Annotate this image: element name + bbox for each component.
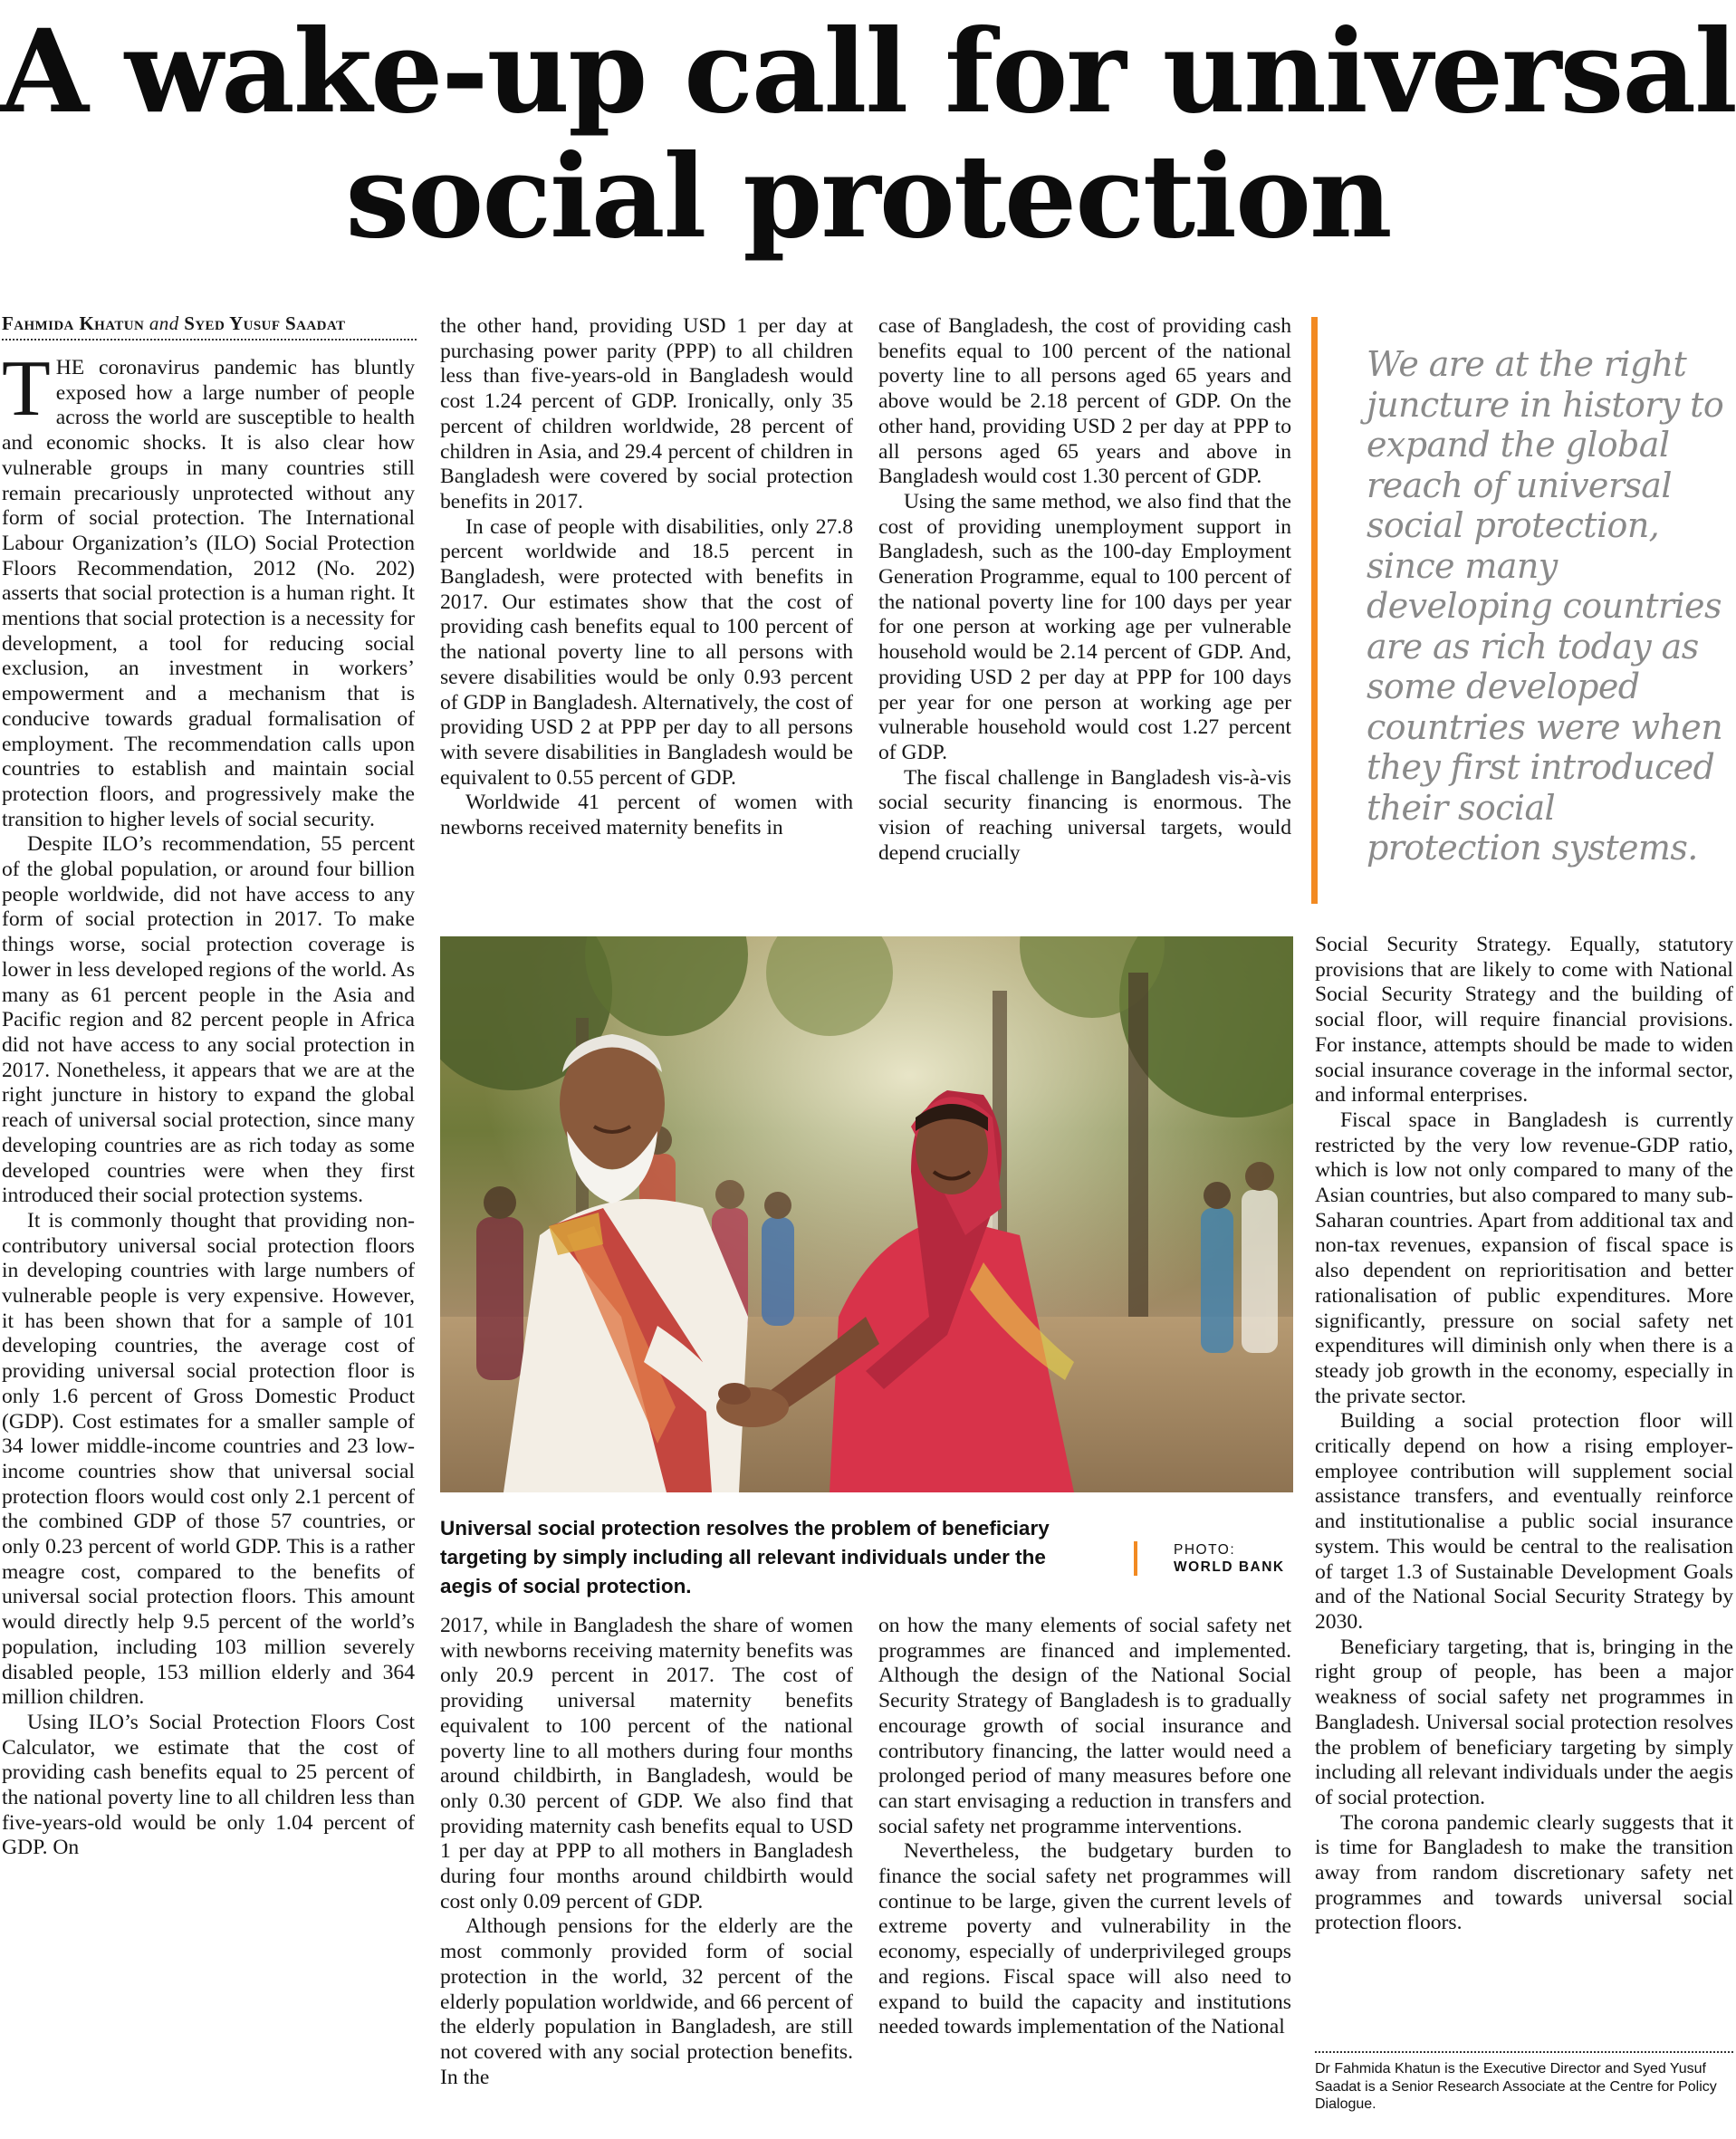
paragraph: Fiscal space in Bangladesh is currently restricted by the very low revenue-GDP ratio, which is low not only compared to many of the Asian countries, but also compared to many sub-Saharan countries. Apart from additional tax and non-tax revenues, expansion of fiscal space is also dependent on reprioritisation and better rationalisation of public expenditures. More significantly, pressure on social safety net expenditures will diminish only when there is a steady job growth in the economy, especially in the private sector. [1315, 1108, 1733, 1408]
article-photo [440, 936, 1293, 1492]
paragraph: The corona pandemic clearly suggests that it is time for Bangladesh to make the transition away from random discretionary safety net programmes and towards universal social protection floors. [1315, 1810, 1733, 1935]
paragraph: on how the many elements of social safety net programmes are financed and implemented. Although the design of the National Social Security Strategy of Bangladesh is to gradually encourage growth of social insurance and contributory financing, the latter would need a prolonged period of many measures before one can start envisaging a reduction in transfers and social safety net programme interventions. [878, 1614, 1291, 1838]
author-2: Syed Yusuf Saadat [184, 312, 346, 334]
paragraph: the other hand, providing USD 1 per day at purchasing power parity (PPP) to all children less than five-years-old in Bangladesh would cost 1.24 percent of GDP. Ironically, only 35 percent of children worldwide, 28 percent of children in Asia, and 29.4 percent of children in Bangladesh were covered by social protection benefits in 2017. [440, 314, 853, 513]
photo-credit-source: WORLD BANK [1174, 1559, 1285, 1575]
column-2-bottom [440, 1614, 853, 2137]
pull-quote: We are at the right juncture in history to expand the global reach of universal social protection, since many developing countries are as rich today as some developed countries were when they first introduced their social protection systems. [1311, 317, 1735, 904]
photo-caption: Universal social protection resolves the problem of beneficiary targeting by simply including all relevant individuals under the aegis of social protection. [440, 1517, 1050, 1597]
paragraph-text: HE coronavirus pandemic has bluntly exposed how a large number of people across the world are susceptible to health and economic shocks. It is also clear how vulnerable groups in many countries still remain precariously unprotected without any form of social protection. The International Labour Organization’s (ILO) Social Protection Floors Recommendation, 2012 (No. 202) asserts that social protection is a human right. It mentions that social protection is a necessity for development, a tool for reducing social exclusion, an investment in workers’ empowerment and a mechanism that is conducive towards gradual formalisation of employment. The recommendation calls upon countries to establish and maintain social protection floors, and progressively make the transition to higher levels of social security. [2, 356, 415, 831]
byline [2, 312, 417, 341]
paragraph: It is commonly thought that providing non-contributory universal social protection floors in developing countries with large numbers of vulnerable people is very expensive. However, it has been shown that for a sample of 101 developing countries, the average cost of providing universal social protection floor is only 1.6 percent of Gross Domestic Product (GDP). Cost estimates for a smaller sample of 34 lower middle-income countries and 23 low-income countries show that universal social protection floors would cost only 2.1 percent of the combined GDP of those 57 countries, or only 0.23 percent of world GDP. This is a rather meagre cost, compared to the benefits of universal social protection floors. This amount would directly help 9.5 percent of the world’s population, including 103 million severely disabled people, 153 million elderly and 364 million children. [2, 1208, 415, 1710]
paragraph: 2017, while in Bangladesh the share of women with newborns receiving maternity benefits was only 20.9 percent in 2017. The cost of providing universal maternity benefits equivalent to 100 percent of the national poverty line to all mothers during four months around childbirth, in Bangladesh, would be only 0.30 percent of GDP. We also find that providing maternity cash benefits equal to USD 1 per day at PPP to all mothers in Bangladesh during four months around childbirth would cost only 0.09 percent of GDP. [440, 1614, 853, 1914]
paragraph: Worldwide 41 percent of women with newborns received maternity benefits in [440, 791, 853, 840]
photo-credit-label: PHOTO: [1174, 1542, 1236, 1558]
column-1 [2, 356, 415, 2135]
paragraph: case of Bangladesh, the cost of providing cash benefits equal to 100 percent of the national poverty line to all persons aged 65 years and above would be 2.18 percent of GDP. On the other hand, providing USD 2 per day at PPP to all persons aged 65 years and above in Bangladesh would cost 1.30 percent of GDP. [878, 314, 1291, 489]
column-2-top [440, 314, 853, 917]
column-3-bottom [878, 1614, 1291, 2137]
paragraph: Using the same method, we also find that the cost of providing unemployment support in Bangladesh, such as the 100-day Employment Generation Programme, equal to 100 percent of the national poverty line for 100 days per year for one person at working age per vulnerable household would be 2.14 percent of GDP. And, providing USD 2 per day at PPP for 100 days per year for one person at working age per vulnerable household would cost 1.27 percent of GDP. [878, 489, 1291, 764]
drop-cap: T [2, 356, 51, 433]
photo-illustration [440, 936, 1293, 1492]
paragraph: Despite ILO’s recommendation, 55 percent of the global population, or around four billion people worldwide, did not have access to any form of social protection in 2017. To make things worse, social protection coverage is lower in less developed regions of the world. As many as 61 percent people in the Asia and Pacific region and 82 percent people in Africa did not have access to any social protection in 2017. Nonetheless, it appears that we are at the right juncture in history to expand the global reach of universal social protection, since many developing countries are as rich today as some developed countries were when they first introduced their social protection systems. [2, 832, 415, 1208]
headline: A wake-up call for universal social protection [0, 5, 1736, 264]
byline-conjunction: and [149, 312, 179, 334]
column-3-top [878, 314, 1291, 917]
intro-paragraph [2, 356, 415, 832]
paragraph: Nevertheless, the budgetary burden to finance the social safety net programmes will continue to be large, given the current levels of extreme poverty and vulnerability in the economy, especially of underprivileged groups and regions. Fiscal space will also need to expand to build the capacity and institutions needed towards implementation of the National [878, 1839, 1291, 2039]
paragraph: In case of people with disabilities, only 27.8 percent worldwide and 18.5 percent in Bangladesh, were protected with benefits in 2017. Our estimates show that the cost of providing cash benefits equal to 100 percent of the national poverty line to all persons with severe disabilities would be only 0.93 percent of GDP in Bangladesh. Alternatively, the cost of providing USD 2 at PPP per day to all persons with severe disabilities in Bangladesh would be equivalent to 0.55 percent of GDP. [440, 514, 853, 790]
column-4 [1315, 933, 1733, 2045]
paragraph: Using ILO’s Social Protection Floors Cost Calculator, we estimate that the cost of providing cash benefits equal to 25 percent of the national poverty line to all children less than five-years-old would be only 1.04 percent of GDP. On [2, 1710, 415, 1860]
photo-credit [1134, 1541, 1285, 1576]
paragraph: Beneficiary targeting, that is, bringing in the right group of people, has been a major weakness of social safety net programmes in Bangladesh. Universal social protection resolves the problem of beneficiary targeting by simply including all relevant individuals under the aegis of social protection. [1315, 1635, 1733, 1809]
paragraph: Social Security Strategy. Equally, statutory provisions that are likely to come with National Social Security Strategy and the building of social floor, will require financial provisions. For instance, attempts should be made to widen social insurance coverage in the informal sector, and informal enterprises. [1315, 933, 1733, 1108]
author-bio: Dr Fahmida Khatun is the Executive Director and Syed Yusuf Saadat is a Senior Research Associate at the Centre for Policy Dialogue. [1315, 2051, 1733, 2114]
paragraph: Although pensions for the elderly are the most commonly provided form of social protection in the world, 32 percent of the elderly population worldwide, and 66 percent of the elderly population in Bangladesh, are still not covered with any social protection benefits. In the [440, 1914, 853, 2089]
paragraph: The fiscal challenge in Bangladesh vis-à-vis social security financing is enormous. The vision of reaching universal targets, would depend crucially [878, 765, 1291, 865]
author-1: Fahmida Khatun [2, 312, 145, 334]
paragraph: Building a social protection floor will critically depend on how a rising employer-employee contribution will supplement social assistance transfers, and eventually reinforce and institutionalise a public social insurance system. This would be central to the realisation of target 1.3 of Sustainable Development Goals and of the National Social Security Strategy by 2030. [1315, 1409, 1733, 1634]
